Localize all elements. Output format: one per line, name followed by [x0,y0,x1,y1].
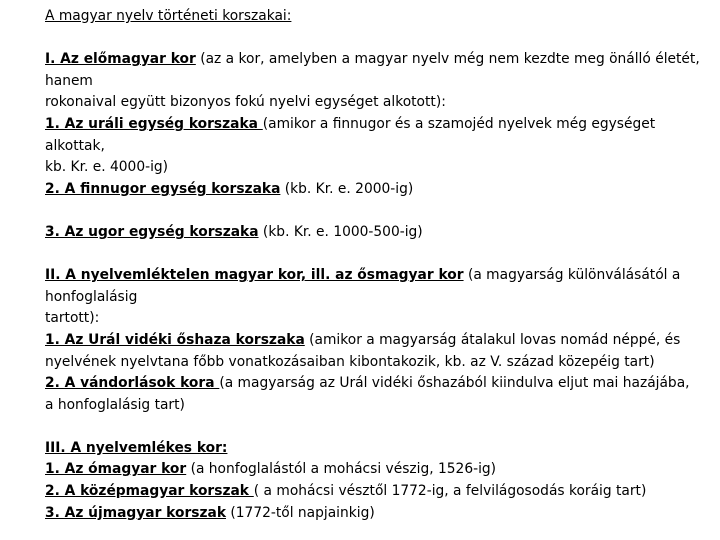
section-1-heading-line [45,49,717,71]
section-3-item-1-desc: (a honfoglalástól a mohácsi vészig, 1526-ig) [186,461,497,478]
section-2-item-1-label: 1. Az Urál vidéki őshaza korszaka [45,331,305,348]
section-3-item-3 [45,503,717,525]
section-3-item-2-label: 2. A középmagyar korszak [45,483,254,500]
spacer [45,416,717,438]
section-2-item-1-desc: (amikor a magyarság átalakul lovas nomád néppé, és [304,331,681,348]
section-3-item-1-label: 1. Az ómagyar kor [45,461,187,478]
section-1-line-3: rokonaival együtt bizonyos fokú nyelvi egységet alkotott): [45,94,446,111]
section-1-item-3-label: 3. Az ugor egység korszaka [45,223,259,240]
text-body [45,6,717,524]
section-2-line-2: honfoglalásig [45,288,138,305]
section-1-heading: I. Az előmagyar kor [45,51,196,68]
section-1-item-3-desc: (kb. Kr. e. 1000-500-ig) [258,223,423,240]
section-1-item-1-desc: (amikor a finnugor és a szamojéd nyelvek még egységet [262,115,656,132]
section-3-item-2-desc: ( a mohácsi vésztől 1772-ig, a felvilágosodás koráig tart) [253,483,647,500]
section-2-heading-line [45,265,717,287]
section-2-item-2-desc: (a magyarság az Urál vidéki őshazából kiindulva eljut mai hazájába, [219,375,690,392]
section-1-line-2: hanem [45,72,93,89]
section-3-item-2 [45,481,717,503]
spacer [45,200,717,222]
section-3-item-3-label: 3. Az újmagyar korszak [45,504,226,521]
section-2-item-2-line-2: a honfoglalásig tart) [45,396,185,413]
section-2-desc: (a magyarság különválásától a [463,267,681,284]
section-2-item-1-line-2: nyelvének nyelvtana főbb vonatkozásaiban kibontakozik, kb. az V. század közepéig tart) [45,353,655,370]
section-1-item-2 [45,179,717,201]
section-1-item-2-label: 2. A finnugor egység korszaka [45,180,281,197]
section-2-item-1 [45,330,717,352]
section-1-item-1-label: 1. Az uráli egység korszaka [45,115,263,132]
section-1-desc: (az a kor, amelyben a magyar nyelv még nem kezdte meg önálló életét, [195,51,700,68]
section-2-line-3: tartott): [45,310,100,327]
section-1-item-2-desc: (kb. Kr. e. 2000-ig) [280,180,414,197]
section-3-heading-line [45,438,717,460]
section-1-item-1-line-2: alkottak, [45,137,105,154]
section-1-item-1-line-3: kb. Kr. e. 4000-ig) [45,159,169,176]
title-text: A magyar nyelv történeti korszakai: [45,8,292,24]
section-3-heading: III. A nyelvemlékes kor: [45,439,228,456]
section-3-item-3-desc: (1772-től napjainkig) [226,504,375,521]
section-2-item-2-label: 2. A vándorlások kora [45,375,220,392]
section-2-item-2 [45,373,717,395]
section-2-heading: II. A nyelvemléktelen magyar kor, ill. az ősmagyar kor [45,267,464,284]
section-1-item-1 [45,114,717,136]
section-3-item-1 [45,459,717,481]
spacer [45,244,717,266]
section-1-item-3 [45,222,717,244]
page-title [45,6,717,28]
spacer [45,28,717,50]
